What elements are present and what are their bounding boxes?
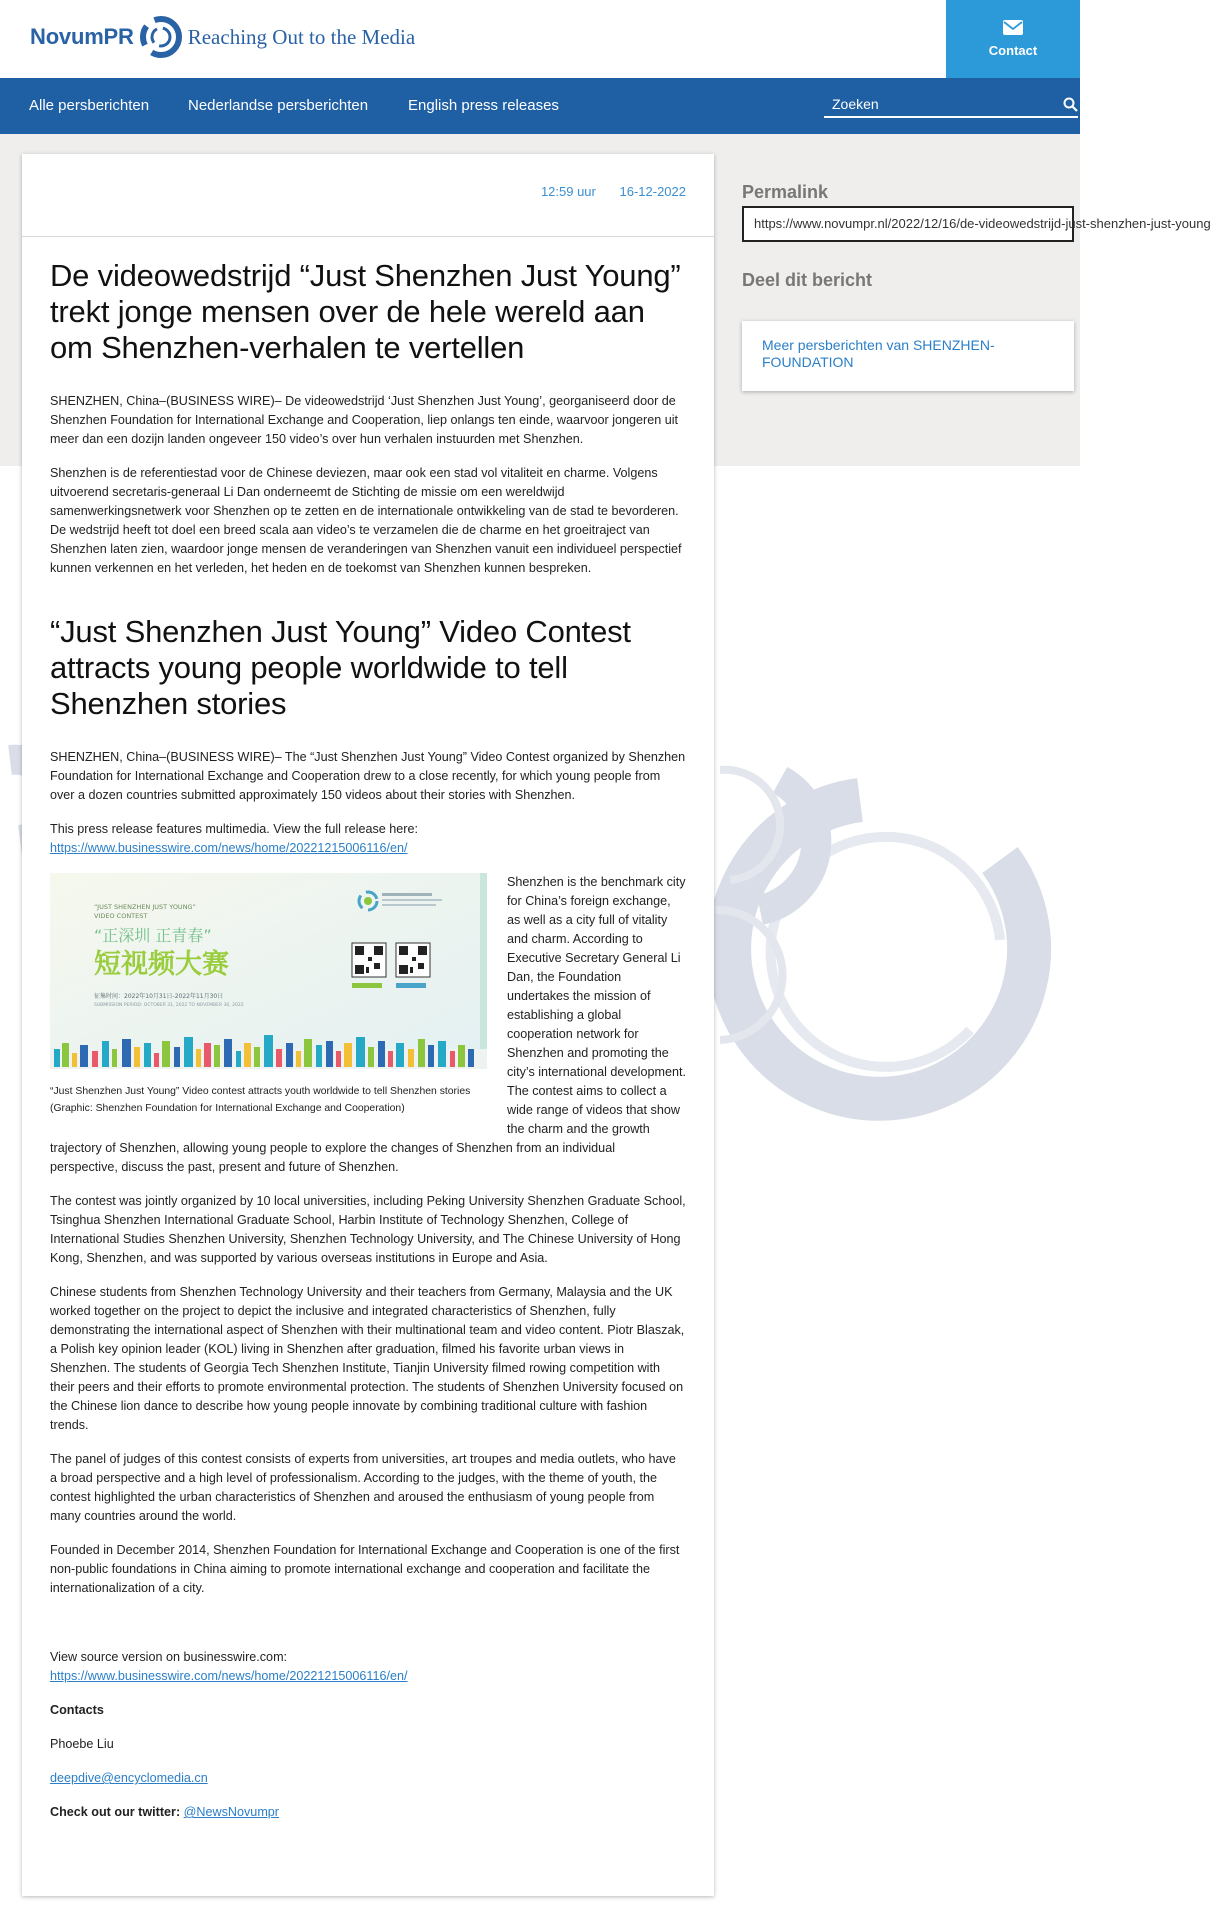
contact-email-link[interactable]: deepdive@encyclomedia.cn	[50, 1771, 208, 1785]
divider	[22, 236, 714, 237]
permalink-heading: Permalink	[742, 182, 829, 202]
contest-poster-image[interactable]	[50, 873, 487, 1069]
multimedia-text: This press release features multimedia. View the full release here:	[50, 822, 418, 836]
share-heading: Deel dit bericht	[742, 270, 873, 290]
poster-big-title-cn: 短视频大赛	[94, 949, 229, 980]
poster-period-cn: 征集时间：2022年10月31日-2022年11月30日	[94, 993, 224, 1000]
paragraph-en-5: The panel of judges of this contest consists of experts from universities, art troupes and media outlets, who have a broad perspective and a high level of professionalism. According to the judges, with the theme of youth, the contest highlighted the urban characteristics of Shenzhen and aroused the enthusiasm of young people from many countries around the world.	[50, 1452, 676, 1523]
envelope-icon	[1003, 20, 1023, 35]
search-input[interactable]	[824, 92, 1044, 116]
article-title-nl: De videowedstrijd “Just Shenzhen Just Young” trekt jonge mensen over de hele wereld aan om Shenzhen-verhalen te vertellen	[50, 258, 681, 365]
twitter-line	[50, 1803, 686, 1822]
paragraph-en-1: SHENZHEN, China–(BUSINESS WIRE)– The “Just Shenzhen Just Young” Video Contest organized by Shenzhen Foundation for International Exchange and Cooperation drew to a close recently, for which young people from over a dozen countries submitted approximately 150 videos about their stories with Shenzhen.	[50, 750, 686, 802]
paragraph-en-6: Founded in December 2014, Shenzhen Foundation for International Exchange and Cooperation is one of the first non-public foundations in China aiming to promote international exchange and cooperation and facilitate the internationalization of a city.	[50, 1543, 680, 1595]
article-time: 12:59 uur	[540, 184, 596, 199]
contacts-heading: Contacts	[50, 1703, 104, 1717]
logo-wordmark: NovumPR	[30, 24, 134, 49]
source-block	[50, 1648, 686, 1686]
contact-email-line	[50, 1769, 686, 1788]
article-date: 16-12-2022	[619, 184, 686, 199]
twitter-text: Check out our twitter:	[50, 1805, 181, 1819]
logo-tagline: Reaching Out to the Media	[187, 24, 416, 49]
main-nav	[0, 78, 1080, 134]
paragraph-nl-1: SHENZHEN, China–(BUSINESS WIRE)– De videowedstrijd ‘Just Shenzhen Just Young’, georganiseerd door de Shenzhen Foundation for International Exchange and Cooperation, liep onlangs ten einde, waarvoor jongeren uit meer dan een dozijn landen ongeveer 150 video’s over hun verhalen instuurden met Shenzhen.	[50, 394, 679, 446]
poster-period-en: SUBMISSION PERIOD: OCTOBER 31, 2022 TO NOVEMBER 30, 2022	[94, 1003, 244, 1008]
paragraph-en-3: The contest was jointly organized by 10 local universities, including Peking University Shenzhen Graduate School, Tsinghua Shenzhen International Graduate School, Harbin Institute of Technology Shenzhen, College of International Studies Shenzhen University, Shenzhen Technology University, and The Chinese University of Hong Kong, Shenzhen, and was supported by various overseas institutions in Europe and Asia.	[50, 1194, 686, 1265]
poster-title-cn: “正深圳 正青春”	[94, 926, 212, 945]
source-link[interactable]: https://www.businesswire.com/news/home/20221215006116/en/	[50, 1669, 408, 1683]
nav-item-nederlandse-persberichten[interactable]: Nederlandse persberichten	[188, 97, 369, 114]
contact-name: Phoebe Liu	[50, 1737, 114, 1751]
paragraph-nl-2: Shenzhen is de referentiestad voor de Chinese deviezen, maar ook een stad vol vitaliteit en charme. Volgens uitvoerend secretaris-generaal Li Dan onderneemt de Stichting de missie om een wereldwijd samenwerkingsnetwerk voor Shenzhen op te zetten en de internationale ontwikkeling van de stad te bevorderen. De wedstrijd heeft tot doel een breed scala aan video’s te verzamelen die de charme en het groeitraject van Shenzhen laten zien, waardoor jonge mensen de veranderingen van Shenzhen vanuit een individueel perspectief kunnen verkennen en het verleden, het heden en de toekomst van Shenzhen kunnen bespreken.	[50, 466, 682, 575]
multimedia-note	[50, 820, 686, 858]
article-card	[22, 154, 714, 1896]
more-releases-link[interactable]: Meer persberichten van SHENZHEN-FOUNDATION	[742, 321, 1074, 391]
article-body	[50, 258, 686, 1822]
paragraph-en-2: Shenzhen is the benchmark city for China’s foreign exchange, as well as a city full of vitality and charm. According to Executive Secretary General Li Dan, the Foundation undertakes the mission of establishing a global cooperation network for Shenzhen and promoting the city’s international development. The contest aims to collect a wide range of videos that show the charm and the growth trajectory of Shenzhen, allowing young people to explore the changes of Shenzhen from an individual perspective, discuss the past, present and future of Shenzhen.	[50, 875, 686, 1174]
search-icon[interactable]	[1063, 97, 1078, 112]
paragraph-en-4: Chinese students from Shenzhen Technology University and their teachers from Germany, Malaysia and the UK worked together on the project to depict the inclusive and integrated characteristics of Shenzhen, fully demonstrating the international aspect of Shenzhen with their multinational team and video content. Piotr Blaszak, a Polish key opinion leader (KOL) living in Shenzhen after graduation, filmed his favorite urban views in Shenzhen. The students of Georgia Tech Shenzhen Institute, Tianjin University filmed rowing competition with their peers and their efforts to promote environmental protection. The students of Shenzhen University focused on the Chinese lion dance to describe how young people innovate by combining traditional culture with fashion trends.	[50, 1285, 685, 1432]
multimedia-link[interactable]: https://www.businesswire.com/news/home/20221215006116/en/	[50, 841, 408, 855]
site-header	[0, 0, 1080, 78]
twitter-link[interactable]: @NewsNovumpr	[183, 1805, 280, 1819]
article-title-en: “Just Shenzhen Just Young” Video Contest attracts young people worldwide to tell Shenzhen stories	[50, 614, 631, 721]
poster-eyebrow-1: “JUST SHENZHEN JUST YOUNG”	[94, 903, 196, 911]
figure-caption: “Just Shenzhen Just Young” Video contest attracts youth worldwide to tell Shenzhen stories (Graphic: Shenzhen Foundation for International Exchange and Cooperation)	[50, 1086, 471, 1114]
figure-section	[50, 873, 686, 1177]
sidebar	[742, 182, 1211, 391]
nav-item-english-press-releases[interactable]: English press releases	[408, 97, 559, 114]
contact-label: Contact	[988, 43, 1038, 58]
nav-item-alle-persberichten[interactable]: Alle persberichten	[29, 97, 150, 114]
press-figure	[50, 873, 487, 1117]
permalink-field[interactable]: https://www.novumpr.nl/2022/12/16/de-videowedstrijd-just-shenzhen-just-young	[742, 206, 1074, 242]
contact-button[interactable]	[946, 0, 1080, 78]
novumpr-swirl-icon	[138, 14, 184, 60]
source-text: View source version on businesswire.com:	[50, 1650, 288, 1664]
site-logo[interactable]	[30, 14, 415, 60]
search-box	[824, 92, 1078, 118]
article-meta	[521, 184, 686, 199]
poster-eyebrow-2: VIDEO CONTEST	[94, 912, 148, 920]
